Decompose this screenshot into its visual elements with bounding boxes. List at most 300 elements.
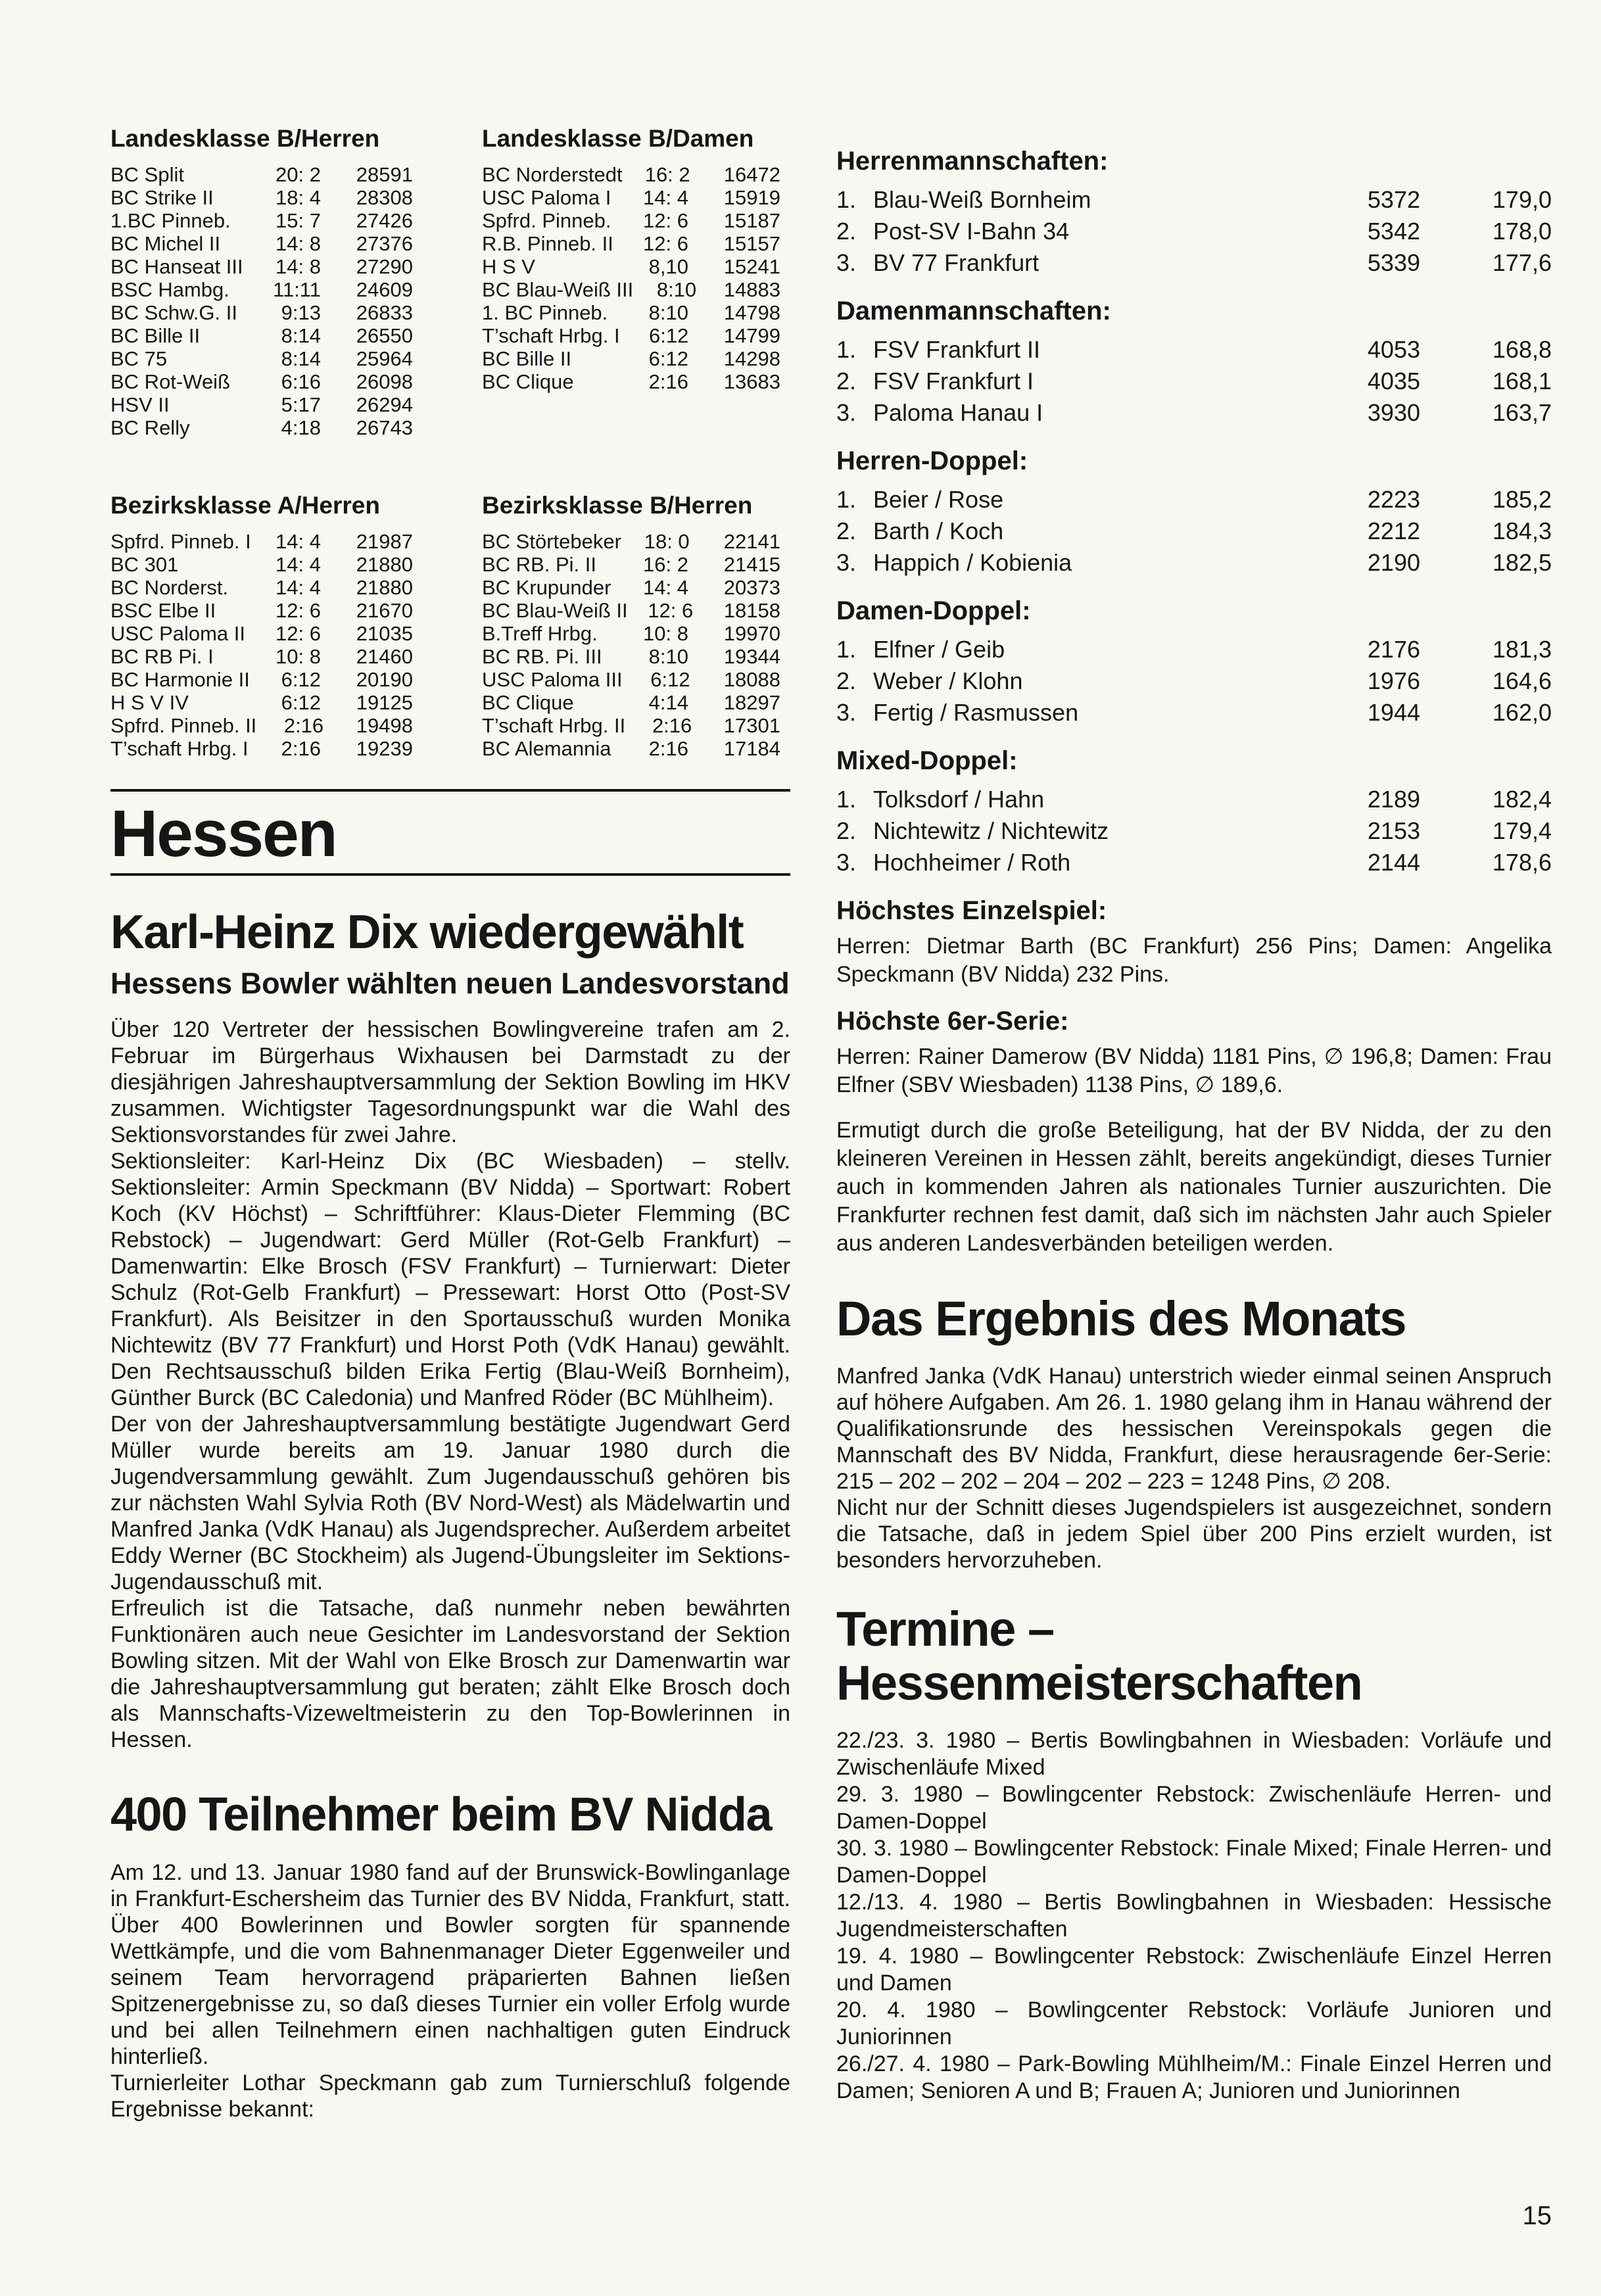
rank-pins: 4053 (1367, 336, 1420, 363)
table-row (110, 553, 413, 576)
team-name: BC 75 (110, 347, 168, 370)
team-pins: 19344 (723, 645, 780, 668)
rank-average: 179,4 (1492, 817, 1552, 844)
ranking-row (836, 815, 1552, 847)
team-name: 1. BC Pinneb. (482, 301, 608, 324)
rank-average: 181,3 (1492, 636, 1552, 663)
paragraph: Nicht nur der Schnitt dieses Jugendspielers ist ausgezeichnet, sondern die Tatsache, daß in jedem Spiel über 200 Pins erzielt wurden, ist besonders hervorzuheben. (836, 1495, 1552, 1573)
table-row (482, 645, 780, 668)
article-title-karl-heinz-dix: Karl-Heinz Dix wiedergewählt (110, 906, 744, 959)
team-name: BC Harmonie II (110, 668, 250, 691)
ranking-rows (836, 634, 1552, 729)
section-rule-top (110, 789, 790, 792)
table-row (110, 347, 413, 370)
rank-name: Elfner / Geib (873, 636, 1005, 663)
article-body-ergebnis-des-monats (836, 1363, 1552, 1573)
highlight-text: Herren: Rainer Damerow (BV Nidda) 1181 Pins, ∅ 196,8; Damen: Frau Elfner (SBV Wiesbaden) 1138 Pins, ∅ 189,6. (836, 1044, 1552, 1097)
team-points: 14: 8 (275, 232, 321, 255)
ranking-row (836, 184, 1552, 216)
standings-table-landesklasse-b-herren (110, 125, 413, 439)
team-points: 10: 8 (643, 622, 688, 645)
table-row (482, 186, 780, 209)
rank-name: Post-SV I-Bahn 34 (873, 218, 1070, 245)
team-name: H S V (482, 255, 535, 278)
team-name: Spfrd. Pinneb. II (110, 714, 257, 737)
rank-name: Tolksdorf / Hahn (873, 786, 1045, 813)
team-name: BC Norderst. (110, 576, 229, 599)
table-row (110, 324, 413, 347)
rank-pins: 4035 (1367, 368, 1420, 395)
team-name: BC Bille II (110, 324, 201, 347)
team-points: 8:10 (648, 301, 688, 324)
standings-table-bezirksklasse-b-herren (482, 492, 780, 760)
table-row (110, 576, 413, 599)
table-row (482, 599, 780, 622)
ranking-row (836, 784, 1552, 815)
rank-number: 1. (836, 186, 857, 213)
team-points: 8:14 (281, 347, 321, 370)
team-points: 18: 4 (275, 186, 321, 209)
team-name: Spfrd. Pinneb. I (110, 530, 251, 553)
team-name: BC Störtebeker (482, 530, 621, 553)
rank-average: 164,6 (1492, 667, 1552, 694)
team-points: 6:12 (650, 668, 690, 691)
table-rows (482, 530, 780, 760)
team-points: 12: 6 (643, 232, 688, 255)
ranking-rows (836, 184, 1552, 279)
table-title: Landesklasse B/Herren (110, 125, 380, 152)
table-row (110, 737, 413, 760)
team-name: BSC Hambg. (110, 278, 229, 301)
rank-average: 163,7 (1492, 399, 1552, 426)
team-name: BC Clique (482, 691, 574, 714)
ranking-title: Damenmannschaften: (836, 297, 1111, 325)
team-points: 8:14 (281, 324, 321, 347)
ranking-rows (836, 784, 1552, 878)
table-title: Landesklasse B/Damen (482, 125, 754, 152)
team-pins: 19970 (723, 622, 780, 645)
team-pins: 13683 (723, 370, 780, 393)
team-points: 16: 2 (643, 553, 688, 576)
team-points: 12: 6 (275, 622, 321, 645)
schedule-item: 20. 4. 1980 – Bowlingcenter Rebstock: Vorläufe Junioren und Juniorinnen (836, 1997, 1552, 2049)
team-name: BC Blau-Weiß III (482, 278, 634, 301)
paragraph: Sektionsleiter: Karl-Heinz Dix (BC Wiesbaden) – stellv. Sektionsleiter: Armin Speckmann (BV Nidda) – Sportwart: Robert Koch (KV Höchst) – Schriftführer: Klaus-Dieter Flemming (BC Rebstock) – Jugendwart: Gerd Müller (Rot-Gelb Frankfurt) – Damenwartin: Elke Brosch (FSV Frankfurt) – Turnierwart: Dieter Schulz (Rot-Gelb Frankfurt) – Pressewart: Horst Otto (Post-SV Frankfurt). Als Beisitzer in den Sportausschuß wurden Monika Nichtewitz (BV 77 Frankfurt) und Horst Poth (VdK Hanau) gewählt. Den Rechtsausschuß bilden Erika Fertig (Blau-Weiß Bornheim), Günther Burck (BC Caledonia) und Manfred Röder (BC Mühlheim). (110, 1149, 790, 1410)
rank-pins: 2153 (1367, 817, 1420, 844)
table-row (482, 737, 780, 760)
team-points: 6:12 (649, 324, 689, 347)
team-pins: 15157 (723, 232, 780, 255)
team-pins: 20190 (356, 668, 413, 691)
paragraph: Der von der Jahreshauptversammlung bestätigte Jugendwart Gerd Müller wurde bereits am 19. Januar 1980 durch die Jugendversammlung gewählt. Zum Jugendausschuß gehören bis zur nächsten Wahl Sylvia Roth (BV Nord-West) als Mädelwartin und Manfred Janka (VdK Hanau) als Jugendsprecher. Außerdem arbeitet Eddy Werner (BC Stockheim) als Jugend-Übungsleiter im Sektions-Jugendausschuß mit. (110, 1412, 790, 1594)
standings-table-landesklasse-b-damen (482, 125, 780, 393)
rank-number: 1. (836, 486, 857, 513)
rank-pins: 1976 (1367, 667, 1420, 694)
region-title: Hessen (110, 797, 337, 871)
team-points: 14: 4 (275, 553, 321, 576)
table-row (110, 232, 413, 255)
team-pins: 27376 (356, 232, 413, 255)
rank-pins: 2189 (1367, 786, 1420, 813)
rank-average: 168,1 (1492, 368, 1552, 395)
team-pins: 26833 (356, 301, 413, 324)
section-rule-bottom (110, 873, 790, 876)
team-pins: 18297 (723, 691, 780, 714)
team-points: 2:16 (281, 737, 321, 760)
rank-number: 1. (836, 336, 857, 363)
ranking-row (836, 484, 1552, 515)
team-pins: 15241 (723, 255, 780, 278)
team-pins: 21670 (356, 599, 413, 622)
paragraph: Am 12. und 13. Januar 1980 fand auf der Brunswick-Bowlinganlage in Frankfurt-Eschersheim das Turnier des BV Nidda, Frankfurt, statt. Über 400 Bowlerinnen und Bowler sorgten für spannende Wettkämpfe, und die vom Bahnenmanager Dieter Eggenweiler und seinem Team hervorragend präparierten Bahnen ließen Spitzenergebnisse zu, so daß dieses Turnier ein voller Erfolg wurde und bei allen Teilnehmern einen nachhaltigen guten Eindruck hinterließ. (110, 1860, 790, 2069)
ranking-title: Herrenmannschaften: (836, 147, 1109, 176)
table-row (110, 645, 413, 668)
team-name: BC Relly (110, 416, 190, 439)
rank-number: 1. (836, 636, 857, 663)
table-row (482, 209, 780, 232)
team-name: BC Bille II (482, 347, 572, 370)
team-points: 15: 7 (275, 209, 321, 232)
rank-pins: 3930 (1367, 399, 1420, 426)
rank-name: BV 77 Frankfurt (873, 249, 1039, 276)
left-column (110, 789, 790, 2122)
team-points: 12: 6 (643, 209, 688, 232)
rank-name: FSV Frankfurt II (873, 336, 1041, 363)
team-points: 8:10 (656, 278, 697, 301)
ranking-row (836, 334, 1552, 366)
team-pins: 25964 (356, 347, 413, 370)
team-name: BC Rot-Weiß (110, 370, 231, 393)
team-points: 14: 4 (275, 576, 321, 599)
paragraph: Manfred Janka (VdK Hanau) unterstrich wieder einmal seinen Anspruch auf höhere Aufgaben. Am 26. 1. 1980 gelang ihm in Hanau während der Qualifikationsrunde des hessischen Vereinspokals gegen die Mannschaft des BV Nidda, Frankfurt, diese herausragende 6er-Serie: 215 – 202 – 202 – 204 – 202 – 223 = 1248 Pins, ∅ 208. (836, 1364, 1552, 1494)
rank-name: Blau-Weiß Bornheim (873, 186, 1091, 213)
ranking-row (836, 847, 1552, 878)
ranking-title: Damen-Doppel: (836, 596, 1031, 625)
article-body-karl-heinz-dix (110, 1016, 790, 1753)
termine-title-line2: Hessenmeisterschaften (836, 1656, 1362, 1710)
rank-name: Nichtewitz / Nichtewitz (873, 817, 1109, 844)
rank-name: Weber / Klohn (873, 667, 1023, 694)
ranking-row (836, 547, 1552, 579)
rank-average: 177,6 (1492, 249, 1552, 276)
ranking-section-mixed-doppel (836, 746, 1552, 878)
team-name: Spfrd. Pinneb. (482, 209, 611, 232)
team-name: BC Norderstedt (482, 163, 623, 186)
schedule-item: 22./23. 3. 1980 – Bertis Bowlingbahnen in Wiesbaden: Vorläufe und Zwischenläufe Mixed (836, 1728, 1552, 1780)
team-pins: 14883 (723, 278, 780, 301)
rank-number: 2. (836, 368, 857, 395)
table-title: Bezirksklasse B/Herren (482, 492, 753, 519)
team-name: BC RB. Pi. II (482, 553, 596, 576)
rank-pins: 2190 (1367, 549, 1420, 576)
team-points: 11:11 (273, 278, 321, 301)
team-name: BC Split (110, 163, 184, 186)
schedule-item: 12./13. 4. 1980 – Bertis Bowlingbahnen in Wiesbaden: Hessische Jugendmeisterschaften (836, 1890, 1552, 1942)
table-row (482, 347, 780, 370)
team-name: T’schaft Hrbg. I (110, 737, 249, 760)
team-name: BC RB. Pi. III (482, 645, 602, 668)
ranking-row (836, 216, 1552, 247)
schedule-item: 19. 4. 1980 – Bowlingcenter Rebstock: Zwischenläufe Einzel Herren und Damen (836, 1944, 1552, 1996)
schedule-item: 30. 3. 1980 – Bowlingcenter Rebstock: Finale Mixed; Finale Herren- und Damen-Doppel (836, 1836, 1552, 1888)
table-row (482, 370, 780, 393)
table-row (110, 714, 413, 737)
ranking-title: Mixed-Doppel: (836, 746, 1018, 775)
table-row (110, 301, 413, 324)
team-pins: 15187 (723, 209, 780, 232)
team-points: 6:16 (281, 370, 321, 393)
rank-number: 3. (836, 399, 857, 426)
ranking-section-herren-doppel (836, 446, 1552, 579)
ranking-rows (836, 334, 1552, 429)
team-pins: 21460 (356, 645, 413, 668)
schedule-item: 26./27. 4. 1980 – Park-Bowling Mühlheim/M.: Finale Einzel Herren und Damen; Senioren A und B; Frauen A; Junioren und Juniorinnen (836, 2051, 1552, 2103)
article-title-400-teilnehmer: 400 Teilnehmer beim BV Nidda (110, 1788, 771, 1841)
team-points: 14: 8 (275, 255, 321, 278)
table-row (482, 301, 780, 324)
article-title-termine (836, 1602, 1552, 1710)
rank-number: 1. (836, 786, 857, 813)
team-name: BSC Elbe II (110, 599, 216, 622)
team-points: 2:16 (652, 714, 692, 737)
table-row (110, 691, 413, 714)
right-column (836, 146, 1552, 2105)
team-name: 1.BC Pinneb. (110, 209, 231, 232)
team-points: 6:12 (281, 668, 321, 691)
team-pins: 17184 (723, 737, 780, 760)
rank-average: 185,2 (1492, 486, 1552, 513)
team-name: BC Blau-Weiß II (482, 599, 628, 622)
table-row (110, 163, 413, 186)
rank-average: 178,0 (1492, 218, 1552, 245)
team-name: USC Paloma I (482, 186, 611, 209)
rank-number: 2. (836, 817, 857, 844)
rank-average: 168,8 (1492, 336, 1552, 363)
team-pins: 21035 (356, 622, 413, 645)
team-name: BC Clique (482, 370, 574, 393)
table-row (482, 622, 780, 645)
table-row (110, 393, 413, 416)
team-pins: 21880 (356, 576, 413, 599)
team-points: 6:12 (281, 691, 321, 714)
team-pins: 17301 (723, 714, 780, 737)
rank-average: 178,6 (1492, 849, 1552, 876)
paragraph: Turnierleiter Lothar Speckmann gab zum Turnierschluß folgende Ergebnisse bekannt: (110, 2070, 790, 2122)
article-title-ergebnis-des-monats: Das Ergebnis des Monats (836, 1291, 1406, 1346)
team-pins: 26550 (356, 324, 413, 347)
ranking-row (836, 247, 1552, 279)
team-points: 9:13 (281, 301, 321, 324)
team-pins: 18088 (723, 668, 780, 691)
team-name: BC RB Pi. I (110, 645, 214, 668)
table-row (110, 530, 413, 553)
ranking-row (836, 697, 1552, 729)
team-name: BC Hanseat III (110, 255, 243, 278)
rank-name: Beier / Rose (873, 486, 1004, 513)
team-points: 2:16 (648, 370, 688, 393)
highlight-title: Höchste 6er-Serie: (836, 1007, 1069, 1036)
table-row (482, 163, 780, 186)
team-pins: 21415 (723, 553, 780, 576)
team-points: 8,10 (648, 255, 688, 278)
team-pins: 27290 (356, 255, 413, 278)
team-name: USC Paloma II (110, 622, 246, 645)
table-row (482, 530, 780, 553)
rank-average: 179,0 (1492, 186, 1552, 213)
table-row (110, 278, 413, 301)
team-points: 14: 4 (643, 576, 688, 599)
ranking-row (836, 634, 1552, 665)
team-name: HSV II (110, 393, 170, 416)
table-row (110, 599, 413, 622)
team-points: 20: 2 (275, 163, 321, 186)
team-pins: 28591 (356, 163, 413, 186)
termine-schedule (836, 1727, 1552, 2105)
table-row (482, 553, 780, 576)
table-row (110, 255, 413, 278)
table-row (110, 186, 413, 209)
rank-number: 3. (836, 849, 857, 876)
rank-average: 182,4 (1492, 786, 1552, 813)
team-points: 2:16 (648, 737, 688, 760)
standings-table-bezirksklasse-a-herren (110, 492, 413, 760)
rank-name: Paloma Hanau I (873, 399, 1043, 426)
paragraph: Erfreulich ist die Tatsache, daß nunmehr neben bewährten Funktionären auch neue Gesichter im Landesvorstand der Sektion Bowling sitzen. Mit der Wahl von Elke Brosch zur Damenwartin war die Jahreshauptversammlung gut beraten; zählt Elke Brosch doch als Mannschafts-Vizeweltmeisterin zu den Top-Bowlerinnen in Hessen. (110, 1596, 790, 1752)
ranking-section-damen-doppel (836, 596, 1552, 729)
rank-pins: 1944 (1367, 699, 1420, 726)
table-row (110, 668, 413, 691)
table-rows (110, 163, 413, 439)
team-name: BC Alemannia (482, 737, 611, 760)
rank-name: Hochheimer / Roth (873, 849, 1071, 876)
page-number: 15 (1522, 2201, 1552, 2230)
rank-number: 2. (836, 218, 857, 245)
rank-number: 2. (836, 517, 857, 544)
article-subtitle-karl-heinz-dix: Hessens Bowler wählten neuen Landesvorstand (110, 967, 790, 1000)
team-pins: 19125 (356, 691, 413, 714)
ranking-title: Herren-Doppel: (836, 446, 1028, 475)
team-points: 10: 8 (275, 645, 321, 668)
rank-pins: 2212 (1367, 517, 1420, 544)
table-row (482, 714, 780, 737)
team-pins: 21987 (356, 530, 413, 553)
team-name: T’schaft Hrbg. I (482, 324, 620, 347)
team-pins: 22141 (723, 530, 780, 553)
team-points: 14: 4 (643, 186, 688, 209)
team-name: BC Strike II (110, 186, 214, 209)
rank-average: 162,0 (1492, 699, 1552, 726)
team-points: 6:12 (648, 347, 688, 370)
rank-name: Barth / Koch (873, 517, 1004, 544)
table-row (482, 278, 780, 301)
team-pins: 14298 (723, 347, 780, 370)
team-pins: 16472 (723, 163, 780, 186)
ranking-row (836, 515, 1552, 547)
rank-average: 182,5 (1492, 549, 1552, 576)
table-row (482, 232, 780, 255)
team-points: 8:10 (648, 645, 688, 668)
ranking-row (836, 397, 1552, 429)
table-rows (110, 530, 413, 760)
team-pins: 26294 (356, 393, 413, 416)
highlight-hoechste-6er-serie (836, 1006, 1552, 1099)
team-name: USC Paloma III (482, 668, 623, 691)
table-row (110, 416, 413, 439)
team-pins: 19498 (356, 714, 413, 737)
table-row (482, 576, 780, 599)
table-row (110, 622, 413, 645)
team-pins: 14798 (723, 301, 780, 324)
rank-pins: 5372 (1367, 186, 1420, 213)
table-row (482, 668, 780, 691)
rank-pins: 2176 (1367, 636, 1420, 663)
rank-name: FSV Frankfurt I (873, 368, 1034, 395)
table-row (110, 370, 413, 393)
rank-average: 184,3 (1492, 517, 1552, 544)
rank-pins: 2223 (1367, 486, 1420, 513)
highlight-hoechstes-einzelspiel (836, 896, 1552, 989)
table-row (482, 255, 780, 278)
team-name: T’schaft Hrbg. II (482, 714, 626, 737)
team-points: 16: 2 (644, 163, 690, 186)
team-points: 12: 6 (648, 599, 694, 622)
team-name: B.Treff Hrbg. (482, 622, 598, 645)
team-pins: 27426 (356, 209, 413, 232)
team-name: H S V IV (110, 691, 189, 714)
ranking-row (836, 366, 1552, 397)
ranking-rows (836, 484, 1552, 579)
team-points: 14: 4 (275, 530, 321, 553)
highlight-text: Herren: Dietmar Barth (BC Frankfurt) 256 Pins; Damen: Angelika Speckmann (BV Nidda) 232 Pins. (836, 934, 1552, 987)
ranking-section-herrenmannschaften (836, 146, 1552, 279)
rank-name: Fertig / Rasmussen (873, 699, 1079, 726)
team-pins: 20373 (723, 576, 780, 599)
rank-pins: 5342 (1367, 218, 1420, 245)
ranking-row (836, 665, 1552, 697)
rank-number: 3. (836, 249, 857, 276)
table-row (482, 691, 780, 714)
team-pins: 15919 (723, 186, 780, 209)
team-name: BC Krupunder (482, 576, 611, 599)
schedule-item: 29. 3. 1980 – Bowlingcenter Rebstock: Zwischenläufe Herren- und Damen-Doppel (836, 1782, 1552, 1834)
team-points: 2:16 (283, 714, 324, 737)
team-pins: 26098 (356, 370, 413, 393)
highlight-title: Höchstes Einzelspiel: (836, 896, 1107, 925)
nidda-note-paragraph: Ermutigt durch die große Beteiligung, hat der BV Nidda, der zu den kleineren Vereinen in Hessen zählt, bereits angekündigt, dieses Turnier auch in kommenden Jahren als nationales Turnier auszurichten. Die Frankfurter rechnen fest damit, daß sich im nächsten Jahr auch Spieler aus anderen Landesverbänden beteiligen werden. (836, 1118, 1552, 1256)
team-points: 4:18 (281, 416, 321, 439)
table-rows (482, 163, 780, 393)
paragraph: Über 120 Vertreter der hessischen Bowlingvereine trafen am 2. Februar im Bürgerhaus Wixhausen bei Darmstadt zu der diesjährigen Jahreshauptversammlung der Sektion Bowling im HKV zusammen. Wichtigster Tagesordnungspunkt war die Wahl des Sektionsvorstandes für zwei Jahre. (110, 1017, 790, 1147)
team-points: 5:17 (281, 393, 321, 416)
team-pins: 14799 (723, 324, 780, 347)
table-row (482, 324, 780, 347)
rank-number: 3. (836, 699, 857, 726)
team-pins: 21880 (356, 553, 413, 576)
ranking-section-damenmannschaften (836, 296, 1552, 429)
team-points: 18: 0 (644, 530, 690, 553)
rank-pins: 5339 (1367, 249, 1420, 276)
rank-pins: 2144 (1367, 849, 1420, 876)
rank-name: Happich / Kobienia (873, 549, 1072, 576)
rank-number: 3. (836, 549, 857, 576)
team-name: BC Michel II (110, 232, 221, 255)
team-points: 12: 6 (275, 599, 321, 622)
article-body-400-teilnehmer (110, 1859, 790, 2122)
team-name: R.B. Pinneb. II (482, 232, 613, 255)
termine-title-line1: Termine – (836, 1602, 1054, 1656)
team-pins: 26743 (356, 416, 413, 439)
rank-number: 2. (836, 667, 857, 694)
